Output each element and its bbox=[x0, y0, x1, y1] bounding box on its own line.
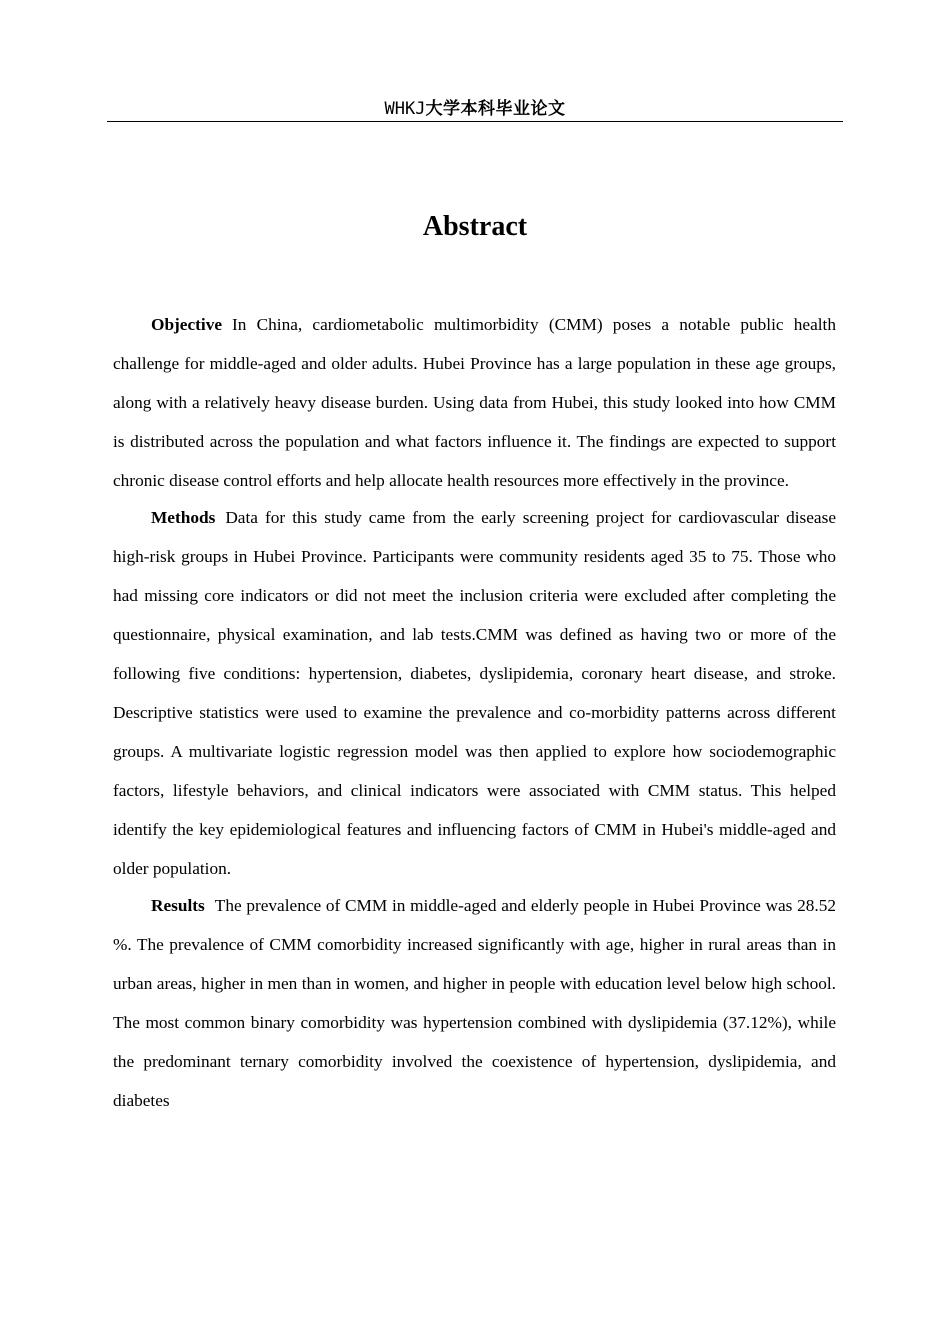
page-title: Abstract bbox=[422, 211, 528, 242]
objective-lead: Objective bbox=[151, 315, 223, 334]
results-paragraph bbox=[113, 886, 836, 1120]
running-header bbox=[107, 96, 843, 122]
methods-text: Data for this study came from the early screening project for cardiovascular disease high-risk groups in Hubei Province. Participants were community residents aged 35 to 75. Those who had missing core indicators or did not meet the inclusion criteria were excluded after completing the questionnaire, physical examination, and lab tests.CMM was defined as having two or more of the following five conditions: hypertension, diabetes, dyslipidemia, coronary heart disease, and stroke. Descriptive statistics were used to examine the prevalence and co-morbidity patterns across different groups. A multivariate logistic regression model was then applied to explore how sociodemographic factors, lifestyle behaviors, and clinical indicators were associated with CMM status. This helped identify the key epidemiological features and influencing factors of CMM in Hubei's middle-aged and older population. bbox=[113, 508, 836, 878]
abstract-body bbox=[113, 305, 836, 1118]
header-latin-text: WHKJ bbox=[384, 99, 426, 119]
results-lead: Results bbox=[151, 896, 205, 915]
objective-paragraph bbox=[113, 305, 836, 500]
objective-text: In China, cardiometabolic multimorbidity (CMM) poses a notable public health challenge for middle-aged and older adults. Hubei Province has a large population in these age groups, along with a relatively heavy disease burden. Using data from Hubei, this study looked into how CMM is distributed across the population and what factors influence it. The findings are expected to support chronic disease control efforts and help allocate health resources more effectively in the province. bbox=[113, 315, 836, 490]
header-cjk-text: 大学本科毕业论文 bbox=[425, 99, 566, 119]
results-text: The prevalence of CMM in middle-aged and elderly people in Hubei Province was 28.52 %. The prevalence of CMM comorbidity increased significantly with age, higher in rural areas than in urban areas, higher in men than in women, and higher in people with education level below high school. The most common binary comorbidity was hypertension combined with dyslipidemia (37.12%), while the predominant ternary comorbidity involved the coexistence of hypertension, dyslipidemia, and diabetes bbox=[113, 896, 836, 1110]
methods-paragraph bbox=[113, 498, 836, 888]
methods-lead: Methods bbox=[151, 508, 216, 527]
